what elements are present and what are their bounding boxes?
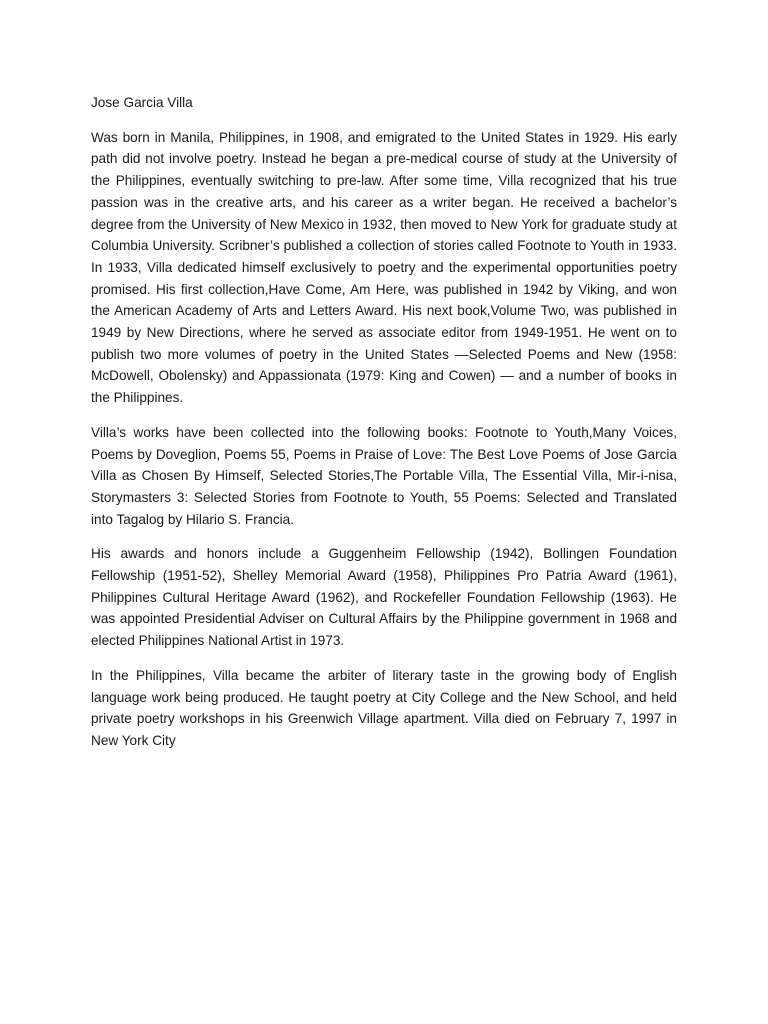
document-title: Jose Garcia Villa — [91, 95, 193, 110]
paragraph-biography: Was born in Manila, Philippines, in 1908, and emigrated to the United States in 1929. His early path did not involve poetry. Instead he began a pre-medical course of study at the University of the Philippines, eventually switching to pre-law. After some time, Villa recognized that his true passion was in the creative arts, and his career as a writer began. He received a bachelor’s degree from the University of New Mexico in 1932, then moved to New York for graduate study at Columbia University. Scribner’s published a collection of stories called Footnote to Youth in 1933. In 1933, Villa dedicated himself exclusively to poetry and the experimental opportunities poetry promised. His first collection,Have Come, Am Here, was published in 1942 by Viking, and won the American Academy of Arts and Letters Award. His next book,Volume Two, was published in 1949 by New Directions, where he served as associate editor from 1949-1951. He went on to publish two more volumes of poetry in the United States —Selected Poems and New (1958: McDowell, Obolensky) and Appassionata (1979: King and Cowen) — and a number of books in the Philippines. — [91, 129, 677, 406]
paragraph-collected-works: Villa’s works have been collected into the following books: Footnote to Youth,Many Voices, Poems by Doveglion, Poems 55, Poems in Praise of Love: The Best Love Poems of Jose Garcia Villa as Chosen By Himself, Selected Stories,The Portable Villa, The Essential Villa, Mir-i-nisa, Storymasters 3: Selected Stories from Footnote to Youth, 55 Poems: Selected and Translated into Tagalog by Hilario S. Francia. — [91, 424, 677, 527]
document-body — [91, 92, 677, 765]
paragraph-awards: His awards and honors include a Guggenheim Fellowship (1942), Bollingen Foundation Fellowship (1951-52), Shelley Memorial Award (1958), Philippines Pro Patria Award (1961), Philippines Cultural Heritage Award (1962), and Rockefeller Foundation Fellowship (1963). He was appointed Presidential Adviser on Cultural Affairs by the Philippine government in 1968 and elected Philippines National Artist in 1973. — [91, 546, 677, 649]
paragraph-legacy: In the Philippines, Villa became the arbiter of literary taste in the growing body of English language work being produced. He taught poetry at City College and the New School, and held private poetry workshops in his Greenwich Village apartment. Villa died on February 7, 1997 in New York City — [91, 667, 677, 748]
